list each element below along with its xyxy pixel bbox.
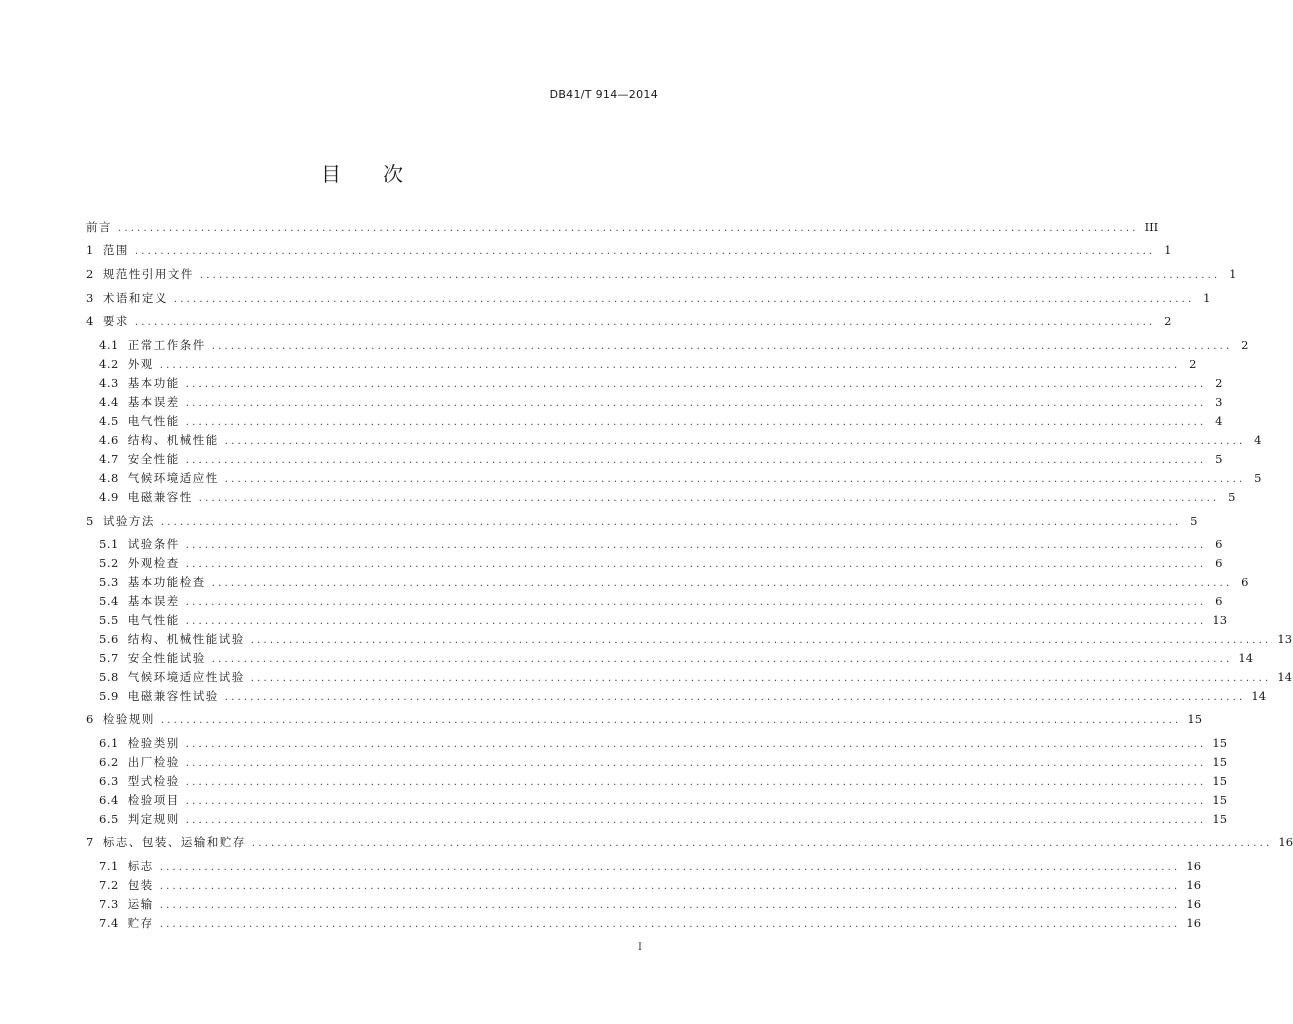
toc-entry-page: 6: [1215, 537, 1223, 551]
toc-leader-dots: ................................................................................................................................................................: [159, 862, 1181, 873]
toc-entry-number: 6.5: [99, 812, 119, 826]
toc-leader-dots: ................................................................................................................................................................: [185, 796, 1207, 807]
toc-leader-dots: ................................................................................................................................................................: [224, 436, 1246, 447]
toc-entry-label: 标志、包装、运输和贮存: [102, 835, 246, 849]
toc-entry-page: 15: [1212, 774, 1228, 788]
title-char-1: 目: [321, 162, 341, 186]
toc-entry[interactable]: [86, 241, 1172, 259]
toc-entry-number: 7.3: [99, 897, 119, 911]
toc-entry-page: 13: [1277, 632, 1293, 646]
toc-entry[interactable]: [99, 753, 1228, 771]
toc-entry[interactable]: [99, 355, 1197, 373]
toc-entry[interactable]: [99, 336, 1249, 354]
toc-entry-number: 2: [86, 267, 94, 281]
toc-entry[interactable]: [99, 772, 1228, 790]
toc-entry-label: 前言: [86, 220, 112, 234]
toc-entry-label: 电磁兼容性: [127, 490, 193, 504]
toc-entry[interactable]: [99, 857, 1202, 875]
toc-leader-dots: ................................................................................................................................................................: [160, 517, 1182, 528]
toc-entry-label: 电磁兼容性试验: [127, 689, 219, 703]
toc-entry-label: 基本功能检查: [127, 575, 206, 589]
toc-entry-page: 1: [1164, 243, 1172, 257]
toc-entry-page: 15: [1212, 793, 1228, 807]
toc-leader-dots: ................................................................................................................................................................: [251, 838, 1273, 849]
toc-entry[interactable]: [99, 554, 1223, 572]
toc-leader-dots: ................................................................................................................................................................: [185, 540, 1207, 551]
toc-entry-number: 7.1: [99, 859, 119, 873]
toc-entry-label: 试验方法: [102, 514, 155, 528]
toc-entry[interactable]: [86, 265, 1237, 283]
toc-entry-number: 5.8: [99, 670, 119, 684]
toc-entry[interactable]: [86, 833, 1293, 851]
toc-entry-label: 贮存: [127, 916, 154, 930]
toc-leader-dots: ................................................................................................................................................................: [211, 654, 1233, 665]
toc-entry-page: 15: [1212, 812, 1228, 826]
toc-entry-number: 4.4: [99, 395, 119, 409]
toc-entry-label: 包装: [127, 878, 154, 892]
toc-entry-label: 出厂检验: [127, 755, 180, 769]
toc-entry[interactable]: [99, 393, 1223, 411]
toc-entry-page: 14: [1238, 651, 1254, 665]
toc-entry-number: 4.9: [99, 490, 119, 504]
toc-entry-number: 6.3: [99, 774, 119, 788]
toc-entry[interactable]: [99, 649, 1254, 667]
toc-entry-page: 5: [1215, 452, 1223, 466]
toc-entry-page: 6: [1215, 594, 1223, 608]
title-char-2: 次: [383, 162, 403, 186]
toc-entry-label: 试验条件: [127, 537, 180, 551]
toc-entry-page: III: [1144, 220, 1159, 234]
toc-entry[interactable]: [86, 218, 1159, 236]
toc-leader-dots: ................................................................................................................................................................: [159, 360, 1181, 371]
page-title: [0, 158, 724, 187]
toc-entry-number: 6.1: [99, 736, 119, 750]
toc-entry-label: 外观检查: [127, 556, 180, 570]
toc-entry-page: 2: [1164, 314, 1172, 328]
toc-entry-label: 安全性能: [127, 452, 180, 466]
toc-leader-dots: ................................................................................................................................................................: [185, 455, 1207, 466]
toc-entry-label: 结构、机械性能: [127, 433, 219, 447]
toc-leader-dots: ................................................................................................................................................................: [185, 616, 1207, 627]
toc-entry-number: 4.7: [99, 452, 119, 466]
toc-entry[interactable]: [86, 289, 1211, 307]
toc-entry-page: 16: [1278, 835, 1293, 849]
toc-entry-label: 基本误差: [127, 395, 180, 409]
toc-leader-dots: ................................................................................................................................................................: [185, 417, 1207, 428]
toc-entry-label: 标志: [127, 859, 154, 873]
toc-entry[interactable]: [86, 312, 1172, 330]
toc-leader-dots: ................................................................................................................................................................: [159, 881, 1181, 892]
toc-entry-label: 运输: [127, 897, 154, 911]
toc-entry-page: 1: [1203, 291, 1211, 305]
toc-leader-dots: ................................................................................................................................................................: [185, 777, 1207, 788]
toc-entry[interactable]: [99, 374, 1223, 392]
toc-entry[interactable]: [99, 687, 1267, 705]
toc-entry-page: 16: [1186, 859, 1202, 873]
toc-entry[interactable]: [99, 592, 1223, 610]
toc-entry-page: 4: [1215, 414, 1223, 428]
toc-entry[interactable]: [99, 734, 1228, 752]
toc-entry-number: 4.8: [99, 471, 119, 485]
toc-entry-page: 15: [1212, 736, 1228, 750]
toc-entry-page: 6: [1241, 575, 1249, 589]
toc-entry-number: 5.3: [99, 575, 119, 589]
toc-leader-dots: ................................................................................................................................................................: [198, 493, 1220, 504]
toc-entry-label: 气候环境适应性试验: [127, 670, 245, 684]
toc-entry[interactable]: [99, 488, 1236, 506]
toc-entry-number: 1: [86, 243, 94, 257]
toc-entry-number: 4.3: [99, 376, 119, 390]
toc-entry-page: 4: [1254, 433, 1262, 447]
toc-entry-number: 3: [86, 291, 94, 305]
toc-leader-dots: ................................................................................................................................................................: [250, 673, 1272, 684]
toc-entry-number: 5: [86, 514, 94, 528]
toc-entry-number: 5.6: [99, 632, 119, 646]
toc-entry-label: 范围: [102, 243, 129, 257]
toc-entry-page: 16: [1186, 878, 1202, 892]
toc-leader-dots: ................................................................................................................................................................: [134, 246, 1156, 257]
toc-entry-number: 5.2: [99, 556, 119, 570]
toc-leader-dots: ................................................................................................................................................................: [173, 294, 1195, 305]
toc-entry-label: 检验项目: [127, 793, 180, 807]
toc-entry-page: 5: [1254, 471, 1262, 485]
toc-leader-dots: ................................................................................................................................................................: [159, 900, 1181, 911]
document-code: DB41/T 914—2014: [549, 88, 658, 101]
toc-entry-page: 3: [1215, 395, 1223, 409]
toc-entry[interactable]: [99, 895, 1202, 913]
toc-entry-label: 基本误差: [127, 594, 180, 608]
toc-entry-number: 4.5: [99, 414, 119, 428]
page-number: I: [638, 942, 642, 953]
toc-entry-page: 5: [1190, 514, 1198, 528]
toc-leader-dots: ................................................................................................................................................................: [185, 559, 1207, 570]
toc-entry-number: 6.4: [99, 793, 119, 807]
toc-entry[interactable]: [99, 876, 1202, 894]
toc-entry-label: 外观: [127, 357, 154, 371]
toc-entry-number: 4.1: [99, 338, 119, 352]
toc-entry-number: 4.6: [99, 433, 119, 447]
toc-leader-dots: ................................................................................................................................................................: [185, 758, 1207, 769]
toc-leader-dots: ................................................................................................................................................................: [185, 597, 1207, 608]
toc-entry-page: 15: [1212, 755, 1228, 769]
toc-entry[interactable]: [86, 710, 1203, 728]
toc-leader-dots: ................................................................................................................................................................: [185, 739, 1207, 750]
toc-entry-number: 5.5: [99, 613, 119, 627]
toc-entry-page: 5: [1228, 490, 1236, 504]
toc-entry-label: 安全性能试验: [127, 651, 206, 665]
toc-leader-dots: ................................................................................................................................................................: [118, 223, 1139, 234]
toc-entry-label: 气候环境适应性: [127, 471, 219, 485]
toc-entry-page: 2: [1215, 376, 1223, 390]
toc-entry-number: 4.2: [99, 357, 119, 371]
toc-entry-page: 16: [1186, 916, 1202, 930]
toc-entry-label: 检验规则: [102, 712, 155, 726]
toc-leader-dots: ................................................................................................................................................................: [159, 919, 1181, 930]
toc-entry-number: 7.4: [99, 916, 119, 930]
toc-entry-page: 6: [1215, 556, 1223, 570]
toc-leader-dots: ................................................................................................................................................................: [134, 317, 1156, 328]
toc-entry-page: 14: [1251, 689, 1267, 703]
toc-leader-dots: ................................................................................................................................................................: [211, 578, 1233, 589]
toc-leader-dots: ................................................................................................................................................................: [224, 474, 1246, 485]
toc-entry-label: 术语和定义: [102, 291, 168, 305]
toc-leader-dots: ................................................................................................................................................................: [185, 815, 1207, 826]
toc-entry-page: 15: [1187, 712, 1203, 726]
toc-entry-label: 要求: [102, 314, 129, 328]
toc-leader-dots: ................................................................................................................................................................: [224, 692, 1246, 703]
toc-entry-page: 2: [1241, 338, 1249, 352]
toc-entry[interactable]: [99, 668, 1293, 686]
toc-entry-number: 5.9: [99, 689, 119, 703]
toc-entry-label: 电气性能: [127, 414, 180, 428]
toc-entry-number: 5.1: [99, 537, 119, 551]
toc-entry-page: 2: [1189, 357, 1197, 371]
toc-entry-number: 7: [86, 835, 94, 849]
toc-entry-label: 电气性能: [127, 613, 180, 627]
toc-leader-dots: ................................................................................................................................................................: [160, 715, 1182, 726]
toc-entry-label: 基本功能: [127, 376, 180, 390]
toc-entry-number: 5.7: [99, 651, 119, 665]
toc-entry[interactable]: [99, 412, 1223, 430]
toc-entry-label: 判定规则: [127, 812, 180, 826]
toc-entry[interactable]: [99, 611, 1228, 629]
toc-entry-number: 6: [86, 712, 94, 726]
toc-leader-dots: ................................................................................................................................................................: [211, 341, 1233, 352]
toc-entry-number: 7.2: [99, 878, 119, 892]
toc-entry[interactable]: [99, 914, 1202, 932]
toc-entry[interactable]: [99, 791, 1228, 809]
toc-leader-dots: ................................................................................................................................................................: [250, 635, 1272, 646]
toc-entry-label: 型式检验: [127, 774, 180, 788]
toc-entry-page: 14: [1277, 670, 1293, 684]
toc-entry[interactable]: [99, 431, 1262, 449]
toc-leader-dots: ................................................................................................................................................................: [199, 270, 1221, 281]
toc-entry-page: 13: [1212, 613, 1228, 627]
toc-entry[interactable]: [99, 450, 1223, 468]
toc-entry-number: 5.4: [99, 594, 119, 608]
toc-entry[interactable]: [99, 469, 1262, 487]
toc-leader-dots: ................................................................................................................................................................: [185, 398, 1207, 409]
toc-entry[interactable]: [86, 512, 1198, 530]
toc-entry-page: 1: [1229, 267, 1237, 281]
toc-entry-label: 检验类别: [127, 736, 180, 750]
toc-entry-number: 6.2: [99, 755, 119, 769]
toc-entry[interactable]: [99, 535, 1223, 553]
toc-leader-dots: ................................................................................................................................................................: [185, 379, 1207, 390]
toc-entry-label: 结构、机械性能试验: [127, 632, 245, 646]
toc-entry-label: 规范性引用文件: [102, 267, 194, 281]
toc-entry-number: 4: [86, 314, 94, 328]
toc-entry[interactable]: [99, 573, 1249, 591]
toc-entry[interactable]: [99, 630, 1293, 648]
toc-entry-label: 正常工作条件: [127, 338, 206, 352]
toc-entry[interactable]: [99, 810, 1228, 828]
toc-entry-page: 16: [1186, 897, 1202, 911]
